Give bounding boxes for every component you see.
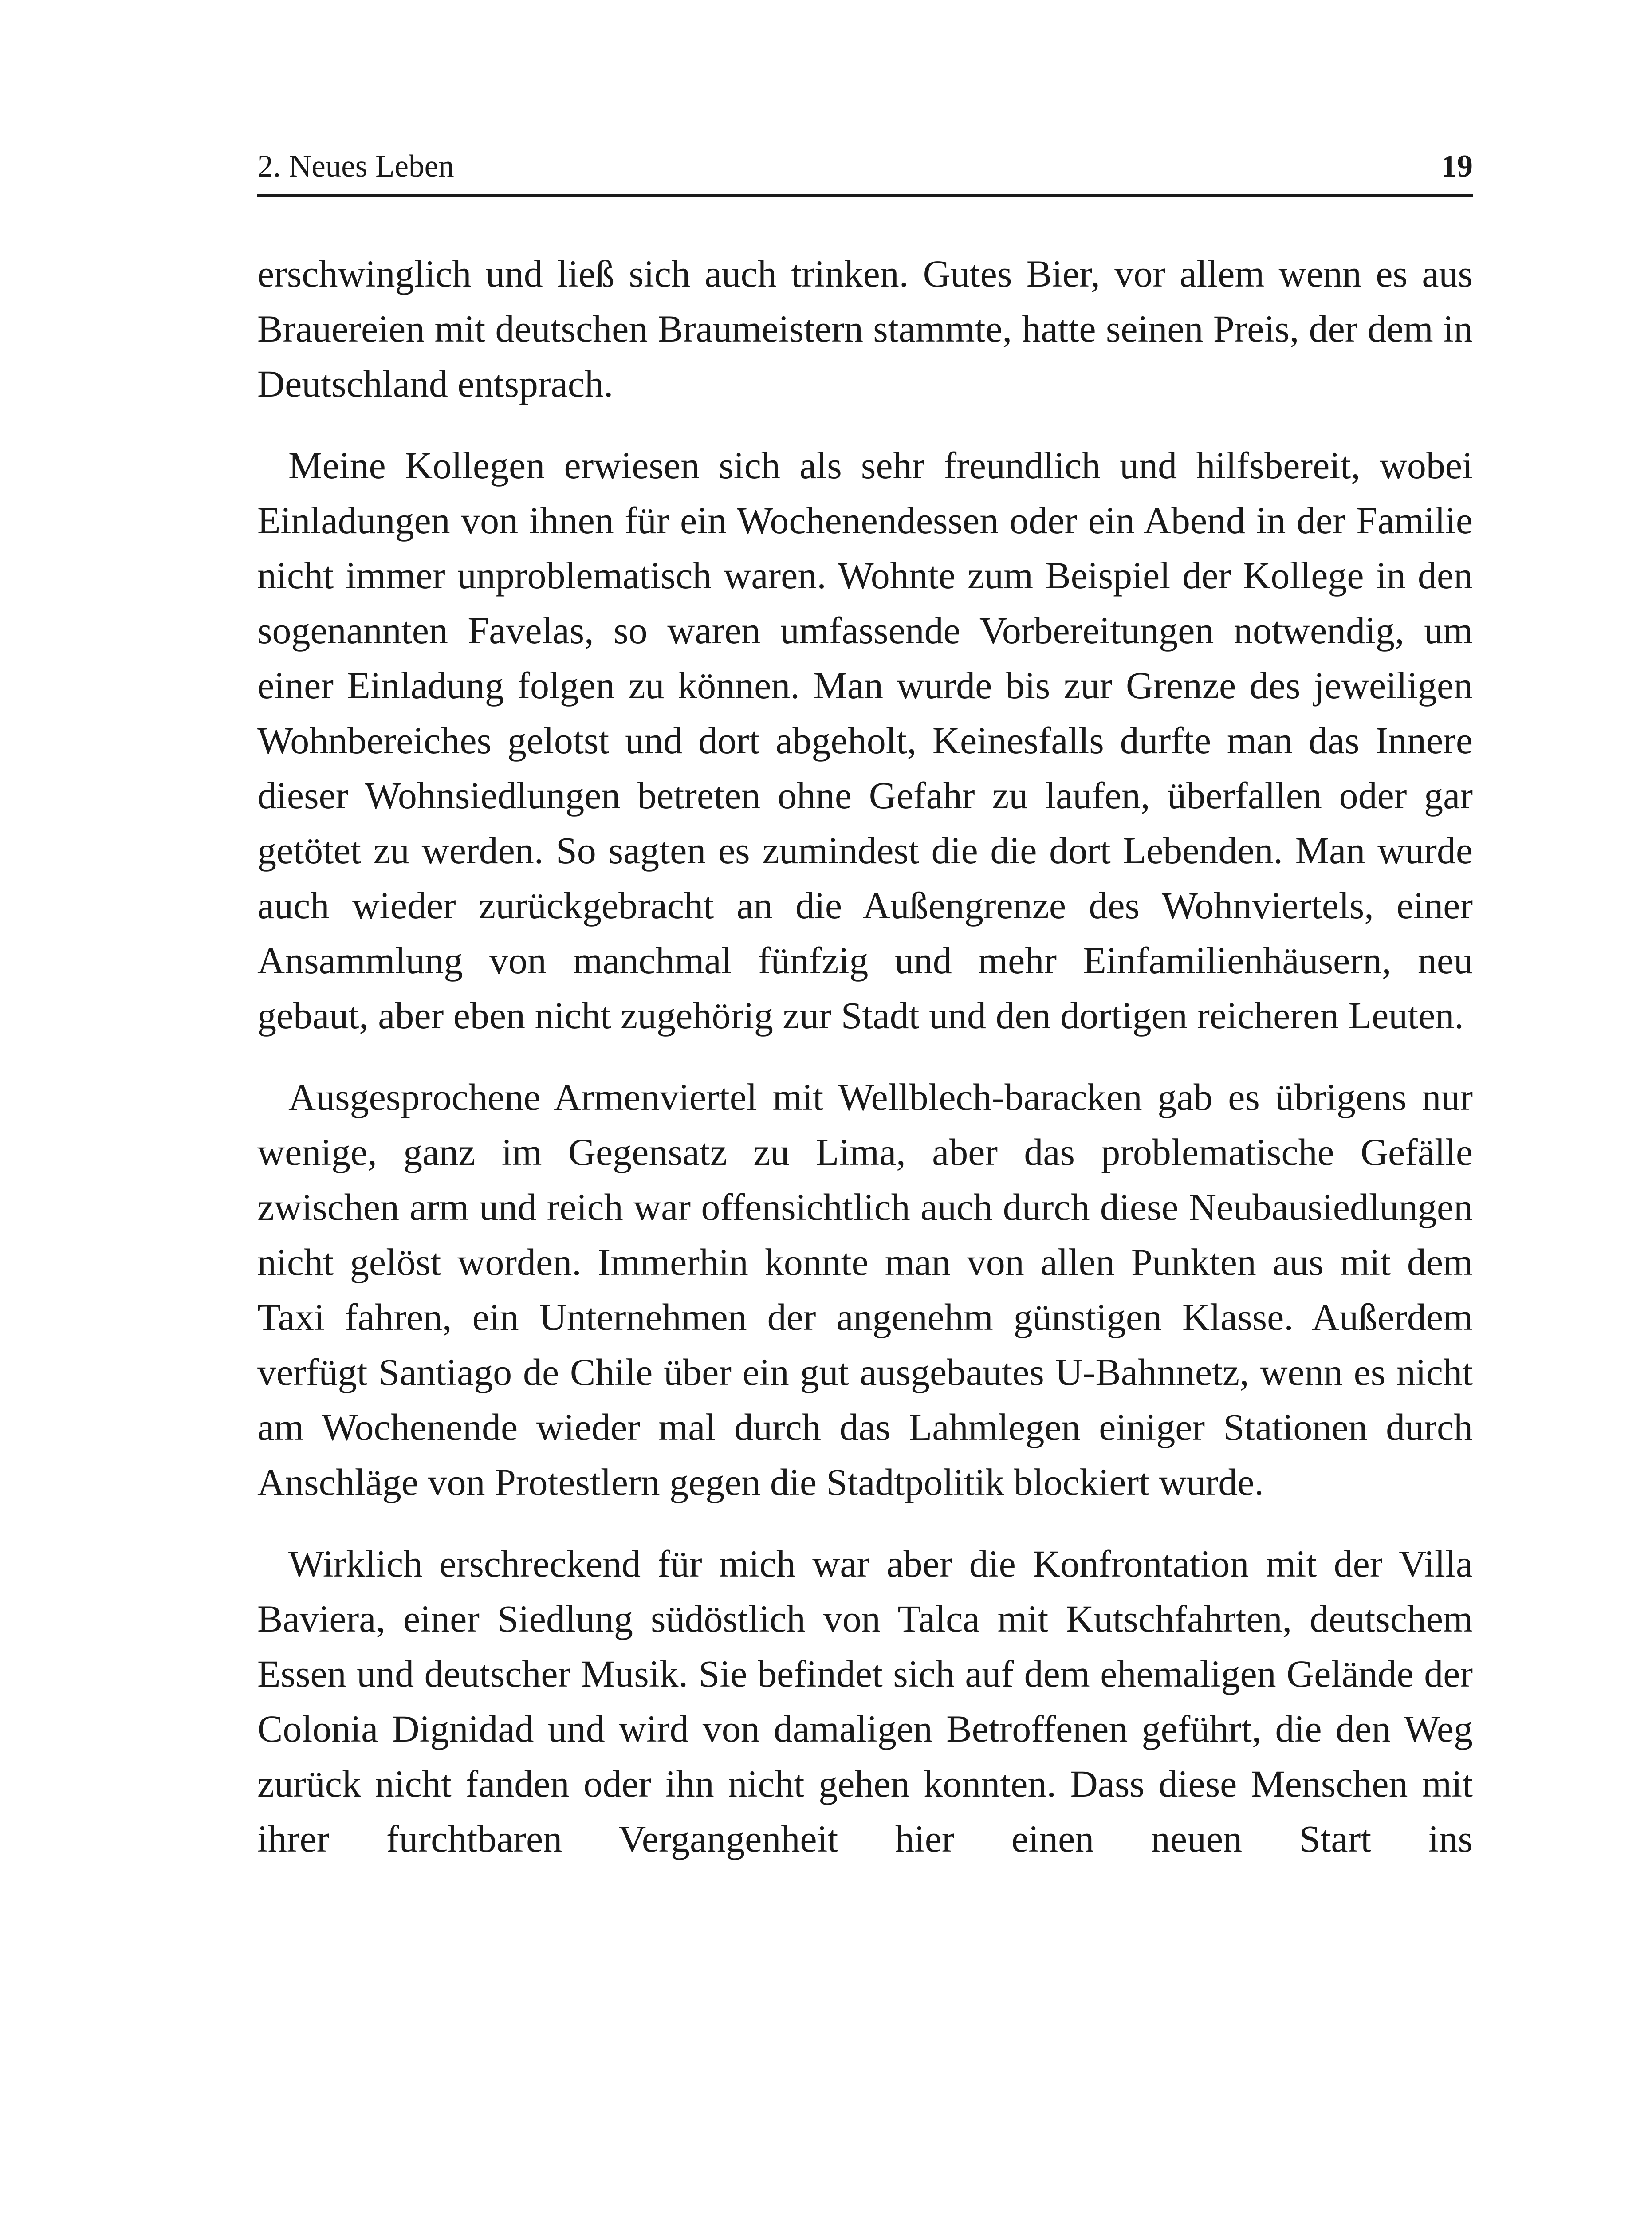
body-text <box>257 246 1473 1866</box>
chapter-title: 2. Neues Leben <box>257 149 454 184</box>
page-number: 19 <box>1441 149 1473 184</box>
paragraph: Ausgesprochene Armenviertel mit Wellblech-baracken gab es übrigens nur wenige, ganz im Gegensatz zu Lima, aber das problematische Gefälle zwischen arm und reich war offensichtlich auch durch diese Neubausiedlungen nicht gelöst worden. Immerhin konnte man von allen Punkten aus mit dem Taxi fahren, ein Unternehmen der angenehm günstigen Klasse. Außerdem verfügt Santiago de Chile über ein gut ausgebautes U-Bahnnetz, wenn es nicht am Wochenende wieder mal durch das Lahmlegen einiger Stationen durch Anschläge von Protestlern gegen die Stadtpolitik blockiert wurde. <box>257 1076 1473 1503</box>
paragraph: Wirklich erschreckend für mich war aber die Konfrontation mit der Villa Baviera, einer Siedlung südöstlich von Talca mit Kutschfahrten, deutschem Essen und deutscher Musik. Sie befindet sich auf dem ehemaligen Gelände der Colonia Dignidad und wird von damaligen Betroffenen geführt, die den Weg zurück nicht fanden oder ihn nicht gehen konnten. Dass diese Menschen mit ihrer furchtbaren Vergangenheit hier einen neuen Start ins <box>257 1542 1473 1860</box>
book-page <box>257 151 1473 1893</box>
paragraph-continuation: erschwinglich und ließ sich auch trinken. Gutes Bier, vor allem wenn es aus Brauereien mit deutschen Braumeistern stammte, hatte seinen Preis, der dem in Deutschland entsprach. <box>257 252 1473 405</box>
running-header <box>257 151 1473 197</box>
paragraph: Meine Kollegen erwiesen sich als sehr freundlich und hilfsbereit, wobei Einladungen von ihnen für ein Wochenendessen oder ein Abend in der Familie nicht immer unproblematisch waren. Wohnte zum Beispiel der Kollege in den sogenannten Favelas, so waren umfassende Vorbereitungen notwendig, um einer Einladung folgen zu können. Man wurde bis zur Grenze des jeweiligen Wohnbereiches gelotst und dort abgeholt, Keinesfalls durfte man das Innere dieser Wohnsiedlungen betreten ohne Gefahr zu laufen, überfallen oder gar getötet zu werden. So sagten es zumindest die die dort Lebenden. Man wurde auch wieder zurückgebracht an die Außengrenze des Wohnviertels, einer Ansammlung von manchmal fünfzig und mehr Einfamilienhäusern, neu gebaut, aber eben nicht zugehörig zur Stadt und den dortigen reicheren Leuten. <box>257 444 1473 1037</box>
